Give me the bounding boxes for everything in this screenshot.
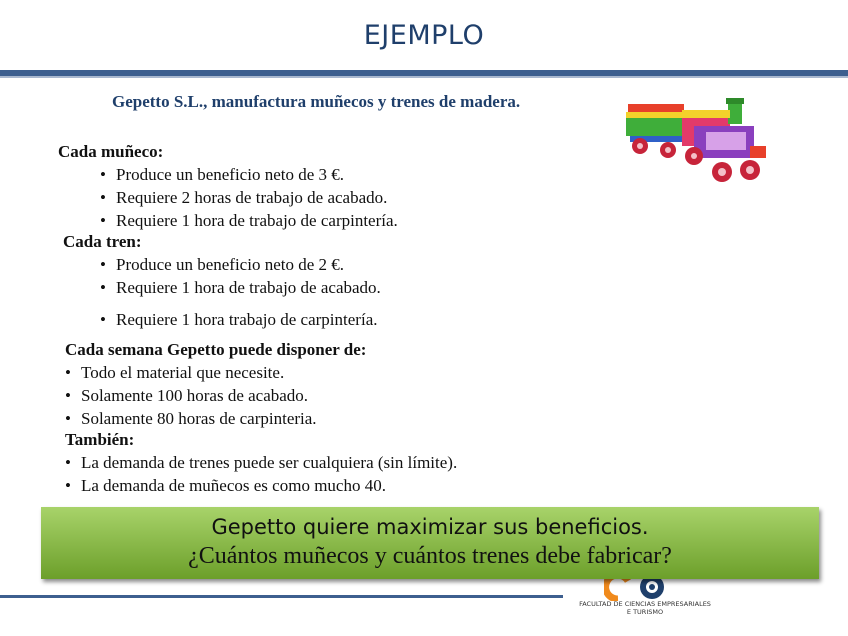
- slide-subtitle: Gepetto S.L., manufactura muñecos y trenes de madera.: [112, 92, 521, 111]
- muneco-item: • Produce un beneficio neto de 3 €.: [100, 163, 398, 186]
- muneco-heading: Cada muñeco:: [58, 142, 164, 161]
- tren-heading: Cada tren:: [63, 232, 142, 251]
- toy-train-icon: [622, 96, 772, 192]
- muneco-section: [58, 140, 398, 232]
- semana-item: • Solamente 100 horas de acabado.: [65, 384, 317, 407]
- semana-section: [65, 338, 366, 361]
- tambien-item: • La demanda de trenes puede ser cualquiera (sin límite).: [65, 451, 457, 474]
- muneco-item: • Requiere 1 hora de trabajo de carpintería.: [100, 209, 398, 232]
- tambien-item: • La demanda de muñecos es como mucho 40.: [65, 474, 457, 497]
- muneco-item: • Requiere 2 horas de trabajo de acabado.: [100, 186, 398, 209]
- banner-line-2: ¿Cuántos muñecos y cuántos trenes debe fabricar?: [188, 543, 672, 569]
- bottom-rule: [0, 595, 563, 598]
- tren-section: [63, 230, 381, 331]
- tambien-section: [65, 428, 457, 497]
- semana-item: • Todo el material que necesite.: [65, 361, 317, 384]
- semana-item: • Solamente 80 horas de carpinteria.: [65, 407, 317, 430]
- semana-heading: Cada semana Gepetto puede disponer de:: [65, 340, 367, 359]
- tren-item: • Requiere 1 hora trabajo de carpintería.: [100, 308, 381, 331]
- faculty-name: FACULTAD DE CIENCIAS EMPRESARIALES E TURISMO: [579, 600, 711, 616]
- tren-item: • Requiere 1 hora de trabajo de acabado.: [100, 276, 381, 299]
- question-banner: [41, 507, 819, 579]
- tren-item: • Produce un beneficio neto de 2 €.: [100, 253, 381, 276]
- banner-line-1: Gepetto quiere maximizar sus beneficios.: [211, 515, 649, 539]
- slide-title: EJEMPLO: [363, 20, 485, 51]
- top-rule-accent: [0, 76, 848, 78]
- semana-list: [65, 361, 317, 430]
- tambien-heading: También:: [65, 430, 135, 449]
